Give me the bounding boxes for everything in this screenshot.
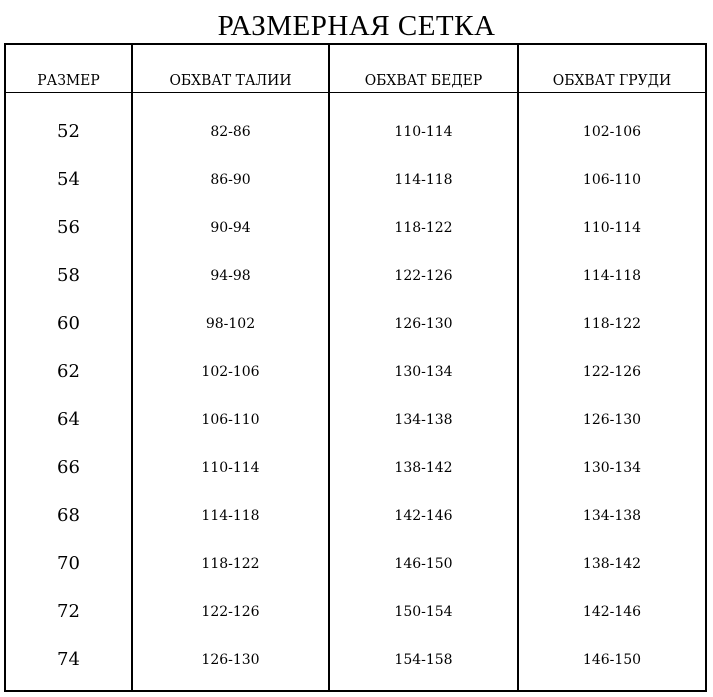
size-cell: 54 (57, 169, 80, 190)
waist-cell: 106-110 (201, 412, 260, 428)
chest-cell: 110-114 (582, 220, 642, 236)
size-cell: 60 (57, 313, 80, 334)
header-divider (6, 92, 705, 93)
table-row (6, 216, 705, 240)
size-cell: 74 (57, 649, 80, 670)
hips-cell: 114-118 (394, 172, 453, 188)
size-cell: 68 (57, 505, 80, 526)
chest-cell: 106-110 (582, 172, 642, 188)
hips-cell: 138-142 (394, 460, 453, 476)
chest-cell: 126-130 (582, 412, 642, 428)
waist-cell: 122-126 (201, 604, 260, 620)
hips-cell: 134-138 (394, 412, 453, 428)
table-row (6, 408, 705, 432)
waist-cell: 90-94 (210, 220, 251, 236)
chest-cell: 102-106 (582, 124, 642, 140)
chest-cell: 118-122 (582, 316, 642, 332)
table-row (6, 312, 705, 336)
table-row (6, 552, 705, 576)
table-row (6, 600, 705, 624)
size-cell: 62 (57, 361, 80, 382)
hips-cell: 130-134 (394, 364, 453, 380)
header-size: РАЗМЕР (37, 71, 100, 89)
chest-cell: 138-142 (582, 556, 642, 572)
table-row (6, 504, 705, 528)
header-chest: ОБХВАТ ГРУДИ (552, 71, 672, 89)
hips-cell: 146-150 (394, 556, 453, 572)
hips-cell: 110-114 (394, 124, 453, 140)
size-cell: 58 (57, 265, 80, 286)
hips-cell: 122-126 (394, 268, 453, 284)
waist-cell: 110-114 (201, 460, 260, 476)
page-title: РАЗМЕРНАЯ СЕТКА (217, 10, 496, 42)
chest-cell: 134-138 (582, 508, 642, 524)
waist-cell: 126-130 (201, 652, 260, 668)
chest-cell: 130-134 (582, 460, 642, 476)
size-cell: 72 (57, 601, 80, 622)
size-cell: 70 (57, 553, 80, 574)
table-row (6, 264, 705, 288)
hips-cell: 118-122 (394, 220, 453, 236)
waist-cell: 118-122 (201, 556, 260, 572)
table-row (6, 360, 705, 384)
hips-cell: 126-130 (394, 316, 453, 332)
size-cell: 66 (57, 457, 80, 478)
waist-cell: 102-106 (201, 364, 260, 380)
chest-cell: 114-118 (582, 268, 642, 284)
size-cell: 52 (57, 121, 80, 142)
chest-cell: 142-146 (582, 604, 642, 620)
size-cell: 64 (57, 409, 80, 430)
waist-cell: 86-90 (210, 172, 251, 188)
header-waist: ОБХВАТ ТАЛИИ (169, 71, 292, 89)
hips-cell: 150-154 (394, 604, 453, 620)
header-hips: ОБХВАТ БЕДЕР (364, 71, 483, 89)
table-row (6, 168, 705, 192)
waist-cell: 94-98 (210, 268, 251, 284)
table-row (6, 648, 705, 672)
chest-cell: 146-150 (582, 652, 642, 668)
table-row (6, 120, 705, 144)
waist-cell: 82-86 (210, 124, 251, 140)
chest-cell: 122-126 (582, 364, 642, 380)
waist-cell: 98-102 (205, 316, 256, 332)
waist-cell: 114-118 (201, 508, 260, 524)
size-table (4, 43, 707, 692)
hips-cell: 154-158 (394, 652, 453, 668)
table-row (6, 456, 705, 480)
hips-cell: 142-146 (394, 508, 453, 524)
size-cell: 56 (57, 217, 80, 238)
